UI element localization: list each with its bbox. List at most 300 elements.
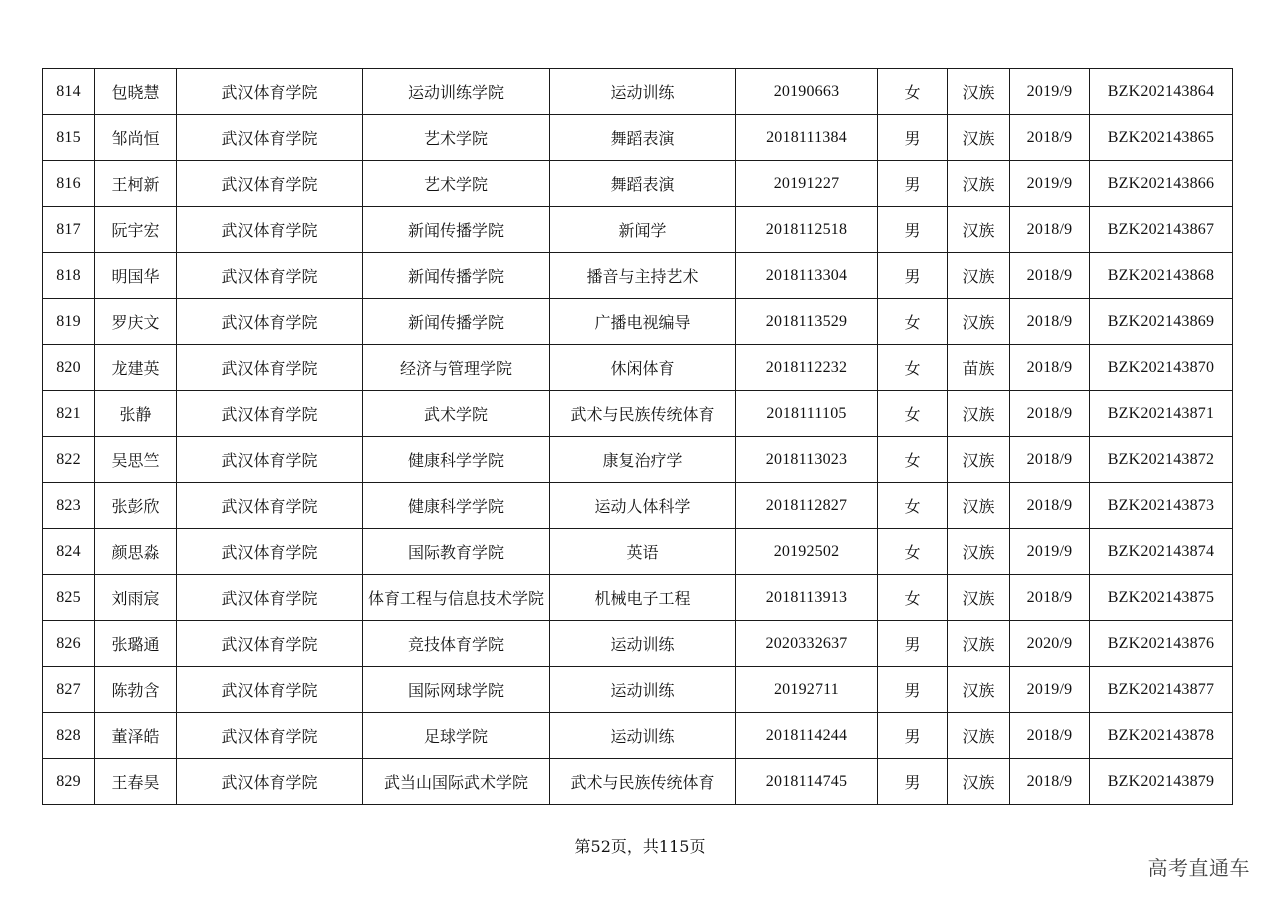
college-cell-text: 艺术学院 [423,129,488,148]
gender-cell [878,621,948,667]
college-cell-text: 经济与管理学院 [399,359,512,378]
major-cell [550,253,736,299]
row-number-cell-text: 823 [56,496,81,514]
school-cell [177,161,363,207]
major-cell [550,713,736,759]
major-cell-text: 运动训练 [610,83,675,102]
table-row [43,253,1233,299]
college-cell [363,713,550,759]
row-number-cell [43,621,95,667]
roster-body [43,69,1233,805]
ethnicity-cell-text: 汉族 [962,543,995,562]
name-cell-text: 张彭欣 [111,497,160,516]
school-cell-text: 武汉体育学院 [221,221,318,240]
name-cell-text: 罗庆文 [111,313,160,332]
major-cell-text: 武术与民族传统体育 [570,405,715,424]
major-cell [550,299,736,345]
ethnicity-cell [948,115,1010,161]
major-cell-text: 运动训练 [610,681,675,700]
school-cell-text: 武汉体育学院 [221,773,318,792]
certificate-number-cell-text: BZK202143869 [1107,312,1215,330]
gender-cell [878,437,948,483]
gender-cell-text: 女 [904,359,921,378]
school-cell-text: 武汉体育学院 [221,589,318,608]
major-cell-text: 舞蹈表演 [610,129,675,148]
student-id-cell-text: 2018114244 [765,726,848,744]
gender-cell-text: 女 [904,451,921,470]
enrollment-date-cell-text: 2018/9 [1026,358,1073,376]
major-cell [550,667,736,713]
name-cell-text: 龙建英 [111,359,160,378]
school-cell-text: 武汉体育学院 [221,83,318,102]
student-id-cell-text: 20192502 [773,542,840,560]
student-id-cell [736,529,878,575]
ethnicity-cell [948,207,1010,253]
ethnicity-cell [948,713,1010,759]
ethnicity-cell [948,299,1010,345]
certificate-number-cell-text: BZK202143864 [1107,82,1215,100]
major-cell [550,529,736,575]
student-id-cell-text: 2018112827 [765,496,848,514]
gender-cell-text: 女 [904,589,921,608]
name-cell-text: 吴思竺 [111,451,160,470]
student-id-cell [736,713,878,759]
gender-cell [878,759,948,805]
table-row [43,713,1233,759]
name-cell [95,759,177,805]
enrollment-date-cell [1010,69,1090,115]
major-cell [550,345,736,391]
college-cell-text: 新闻传播学院 [407,313,504,332]
row-number-cell-text: 815 [56,128,81,146]
name-cell [95,575,177,621]
ethnicity-cell-text: 汉族 [962,773,995,792]
gender-cell [878,575,948,621]
major-cell [550,69,736,115]
name-cell [95,345,177,391]
name-cell-text: 刘雨宸 [111,589,160,608]
table-row [43,437,1233,483]
certificate-number-cell [1090,115,1233,161]
watermark-logo-text: 高考直通车 [1147,856,1250,880]
college-cell-text: 新闻传播学院 [407,221,504,240]
enrollment-date-cell [1010,483,1090,529]
college-cell-text: 体育工程与信息技术学院 [367,589,544,608]
major-cell-text: 运动训练 [610,727,675,746]
college-cell [363,529,550,575]
school-cell-text: 武汉体育学院 [221,451,318,470]
ethnicity-cell-text: 汉族 [962,267,995,286]
student-id-cell [736,69,878,115]
school-cell [177,115,363,161]
certificate-number-cell-text: BZK202143874 [1107,542,1215,560]
table-row [43,575,1233,621]
student-id-cell-text: 2018111384 [766,128,847,146]
enrollment-date-cell-text: 2018/9 [1026,450,1073,468]
major-cell-text: 新闻学 [618,221,667,240]
name-cell-text: 明国华 [111,267,160,286]
certificate-number-cell-text: BZK202143878 [1107,726,1215,744]
student-id-cell [736,437,878,483]
gender-cell [878,115,948,161]
enrollment-date-cell-text: 2019/9 [1026,82,1073,100]
name-cell-text: 张璐通 [111,635,160,654]
college-cell [363,391,550,437]
row-number-cell-text: 828 [56,726,81,744]
name-cell [95,69,177,115]
school-cell-text: 武汉体育学院 [221,543,318,562]
enrollment-date-cell [1010,345,1090,391]
school-cell-text: 武汉体育学院 [221,681,318,700]
name-cell-text: 王春昊 [111,773,160,792]
name-cell [95,437,177,483]
name-cell [95,621,177,667]
certificate-number-cell-text: BZK202143877 [1107,680,1215,698]
ethnicity-cell-text: 汉族 [962,129,995,148]
certificate-number-cell [1090,437,1233,483]
enrollment-date-cell-text: 2018/9 [1026,496,1073,514]
gender-cell [878,161,948,207]
school-cell-text: 武汉体育学院 [221,175,318,194]
name-cell [95,713,177,759]
college-cell [363,69,550,115]
ethnicity-cell [948,437,1010,483]
name-cell [95,483,177,529]
row-number-cell-text: 822 [56,450,81,468]
student-id-cell [736,115,878,161]
student-id-cell [736,207,878,253]
major-cell-text: 运动人体科学 [594,497,691,516]
ethnicity-cell [948,529,1010,575]
row-number-cell [43,345,95,391]
student-id-cell [736,253,878,299]
ethnicity-cell-text: 汉族 [962,451,995,470]
school-cell [177,529,363,575]
table-row [43,529,1233,575]
certificate-number-cell-text: BZK202143879 [1107,772,1215,790]
major-cell [550,483,736,529]
school-cell [177,621,363,667]
enrollment-date-cell [1010,253,1090,299]
ethnicity-cell [948,161,1010,207]
enrollment-date-cell-text: 2018/9 [1026,404,1073,422]
college-cell [363,299,550,345]
student-id-cell-text: 2018113023 [765,450,848,468]
certificate-number-cell [1090,529,1233,575]
student-id-cell [736,483,878,529]
school-cell [177,759,363,805]
school-cell [177,253,363,299]
college-cell [363,207,550,253]
college-cell [363,253,550,299]
major-cell [550,621,736,667]
ethnicity-cell-text: 汉族 [962,313,995,332]
school-cell [177,575,363,621]
row-number-cell [43,299,95,345]
row-number-cell [43,713,95,759]
certificate-number-cell-text: BZK202143865 [1107,128,1215,146]
school-cell [177,391,363,437]
ethnicity-cell [948,759,1010,805]
table-row [43,391,1233,437]
major-cell [550,759,736,805]
student-id-cell-text: 20191227 [773,174,840,192]
major-cell-text: 广播电视编导 [594,313,691,332]
student-id-cell-text: 2018113913 [765,588,848,606]
enrollment-date-cell [1010,299,1090,345]
ethnicity-cell-text: 汉族 [962,589,995,608]
student-id-cell-text: 20190663 [773,82,840,100]
row-number-cell [43,161,95,207]
certificate-number-cell [1090,621,1233,667]
ethnicity-cell [948,621,1010,667]
student-id-cell [736,575,878,621]
row-number-cell-text: 821 [56,404,81,422]
page-indicator: 第52页，共115页 [574,837,706,856]
enrollment-date-cell-text: 2018/9 [1026,588,1073,606]
row-number-cell-text: 820 [56,358,81,376]
gender-cell-text: 女 [904,497,921,516]
name-cell-text: 陈勃含 [111,681,160,700]
gender-cell-text: 男 [904,129,921,148]
gender-cell [878,207,948,253]
gender-cell-text: 男 [904,221,921,240]
enrollment-date-cell [1010,529,1090,575]
school-cell-text: 武汉体育学院 [221,497,318,516]
ethnicity-cell-text: 汉族 [962,405,995,424]
table-row [43,483,1233,529]
major-cell [550,391,736,437]
college-cell-text: 艺术学院 [423,175,488,194]
certificate-number-cell-text: BZK202143867 [1107,220,1215,238]
major-cell-text: 运动训练 [610,635,675,654]
name-cell-text: 颜思淼 [111,543,160,562]
certificate-number-cell [1090,207,1233,253]
enrollment-date-cell [1010,115,1090,161]
table-row [43,299,1233,345]
ethnicity-cell-text: 汉族 [962,727,995,746]
major-cell-text: 机械电子工程 [594,589,691,608]
college-cell-text: 新闻传播学院 [407,267,504,286]
gender-cell [878,69,948,115]
name-cell-text: 包晓慧 [111,83,160,102]
enrollment-date-cell-text: 2018/9 [1026,220,1073,238]
gender-cell-text: 男 [904,681,921,700]
certificate-number-cell-text: BZK202143868 [1107,266,1215,284]
certificate-number-cell-text: BZK202143875 [1107,588,1215,606]
ethnicity-cell-text: 汉族 [962,221,995,240]
certificate-number-cell [1090,713,1233,759]
table-row [43,161,1233,207]
ethnicity-cell [948,253,1010,299]
row-number-cell-text: 814 [56,82,81,100]
college-cell-text: 运动训练学院 [407,83,504,102]
school-cell-text: 武汉体育学院 [221,727,318,746]
school-cell [177,483,363,529]
college-cell [363,161,550,207]
row-number-cell [43,759,95,805]
certificate-number-cell [1090,759,1233,805]
gender-cell [878,667,948,713]
major-cell [550,437,736,483]
row-number-cell [43,69,95,115]
roster-table [42,68,1233,805]
ethnicity-cell [948,483,1010,529]
college-cell [363,621,550,667]
enrollment-date-cell-text: 2018/9 [1026,772,1073,790]
ethnicity-cell-text: 汉族 [962,175,995,194]
table-row [43,621,1233,667]
student-id-cell [736,667,878,713]
college-cell-text: 竞技体育学院 [407,635,504,654]
certificate-number-cell [1090,299,1233,345]
enrollment-date-cell [1010,575,1090,621]
student-id-cell-text: 2018113529 [765,312,848,330]
gender-cell-text: 女 [904,313,921,332]
certificate-number-cell-text: BZK202143871 [1107,404,1215,422]
gender-cell-text: 男 [904,727,921,746]
name-cell [95,391,177,437]
enrollment-date-cell [1010,161,1090,207]
gender-cell [878,299,948,345]
college-cell [363,345,550,391]
school-cell-text: 武汉体育学院 [221,405,318,424]
certificate-number-cell [1090,69,1233,115]
row-number-cell-text: 826 [56,634,81,652]
school-cell [177,69,363,115]
row-number-cell [43,483,95,529]
major-cell-text: 播音与主持艺术 [586,267,699,286]
school-cell [177,713,363,759]
gender-cell [878,713,948,759]
ethnicity-cell-text: 汉族 [962,83,995,102]
certificate-number-cell [1090,483,1233,529]
student-id-cell-text: 20192711 [773,680,839,698]
enrollment-date-cell-text: 2018/9 [1026,266,1073,284]
major-cell-text: 康复治疗学 [602,451,683,470]
table-row [43,115,1233,161]
major-cell-text: 休闲体育 [610,359,675,378]
name-cell [95,667,177,713]
enrollment-date-cell-text: 2018/9 [1026,312,1073,330]
student-id-cell-text: 2018114745 [765,772,848,790]
row-number-cell-text: 824 [56,542,81,560]
row-number-cell-text: 816 [56,174,81,192]
enrollment-date-cell-text: 2020/9 [1026,634,1073,652]
name-cell-text: 张静 [119,405,152,424]
student-id-cell-text: 2018111105 [766,404,847,422]
name-cell-text: 阮宇宏 [111,221,160,240]
college-cell-text: 健康科学学院 [407,451,504,470]
name-cell-text: 董泽皓 [111,727,160,746]
college-cell [363,667,550,713]
student-id-cell-text: 2020332637 [765,634,848,652]
gender-cell-text: 男 [904,773,921,792]
row-number-cell [43,437,95,483]
school-cell [177,437,363,483]
row-number-cell-text: 827 [56,680,81,698]
ethnicity-cell-text: 苗族 [962,359,995,378]
major-cell [550,115,736,161]
row-number-cell-text: 825 [56,588,81,606]
table-row [43,667,1233,713]
ethnicity-cell-text: 汉族 [962,497,995,516]
table-row [43,345,1233,391]
row-number-cell [43,115,95,161]
college-cell [363,575,550,621]
ethnicity-cell [948,667,1010,713]
row-number-cell [43,529,95,575]
student-id-cell [736,161,878,207]
row-number-cell-text: 817 [56,220,81,238]
student-id-cell-text: 2018112232 [765,358,848,376]
gender-cell [878,391,948,437]
college-cell [363,483,550,529]
enrollment-date-cell-text: 2019/9 [1026,542,1073,560]
enrollment-date-cell [1010,437,1090,483]
enrollment-date-cell [1010,713,1090,759]
certificate-number-cell-text: BZK202143872 [1107,450,1215,468]
major-cell [550,161,736,207]
college-cell-text: 国际教育学院 [407,543,504,562]
gender-cell [878,529,948,575]
row-number-cell [43,667,95,713]
student-id-cell-text: 2018112518 [765,220,848,238]
school-cell [177,667,363,713]
enrollment-date-cell [1010,391,1090,437]
enrollment-date-cell [1010,621,1090,667]
ethnicity-cell [948,391,1010,437]
school-cell-text: 武汉体育学院 [221,359,318,378]
college-cell-text: 武当山国际武术学院 [383,773,528,792]
table-row [43,69,1233,115]
college-cell [363,115,550,161]
college-cell [363,437,550,483]
gender-cell-text: 男 [904,635,921,654]
name-cell [95,299,177,345]
college-cell-text: 武术学院 [423,405,488,424]
enrollment-date-cell [1010,207,1090,253]
student-id-cell [736,759,878,805]
major-cell-text: 舞蹈表演 [610,175,675,194]
student-id-cell [736,299,878,345]
certificate-number-cell-text: BZK202143876 [1107,634,1215,652]
certificate-number-cell-text: BZK202143866 [1107,174,1215,192]
college-cell [363,759,550,805]
row-number-cell-text: 819 [56,312,81,330]
row-number-cell [43,207,95,253]
certificate-number-cell [1090,667,1233,713]
student-id-cell [736,391,878,437]
name-cell [95,115,177,161]
college-cell-text: 健康科学学院 [407,497,504,516]
school-cell-text: 武汉体育学院 [221,635,318,654]
enrollment-date-cell [1010,667,1090,713]
school-cell-text: 武汉体育学院 [221,267,318,286]
row-number-cell [43,391,95,437]
gender-cell [878,253,948,299]
enrollment-date-cell-text: 2019/9 [1026,680,1073,698]
row-number-cell [43,575,95,621]
school-cell-text: 武汉体育学院 [221,129,318,148]
certificate-number-cell-text: BZK202143870 [1107,358,1215,376]
certificate-number-cell [1090,345,1233,391]
gender-cell-text: 男 [904,175,921,194]
gender-cell [878,345,948,391]
gender-cell-text: 女 [904,405,921,424]
gender-cell-text: 女 [904,543,921,562]
student-id-cell [736,621,878,667]
